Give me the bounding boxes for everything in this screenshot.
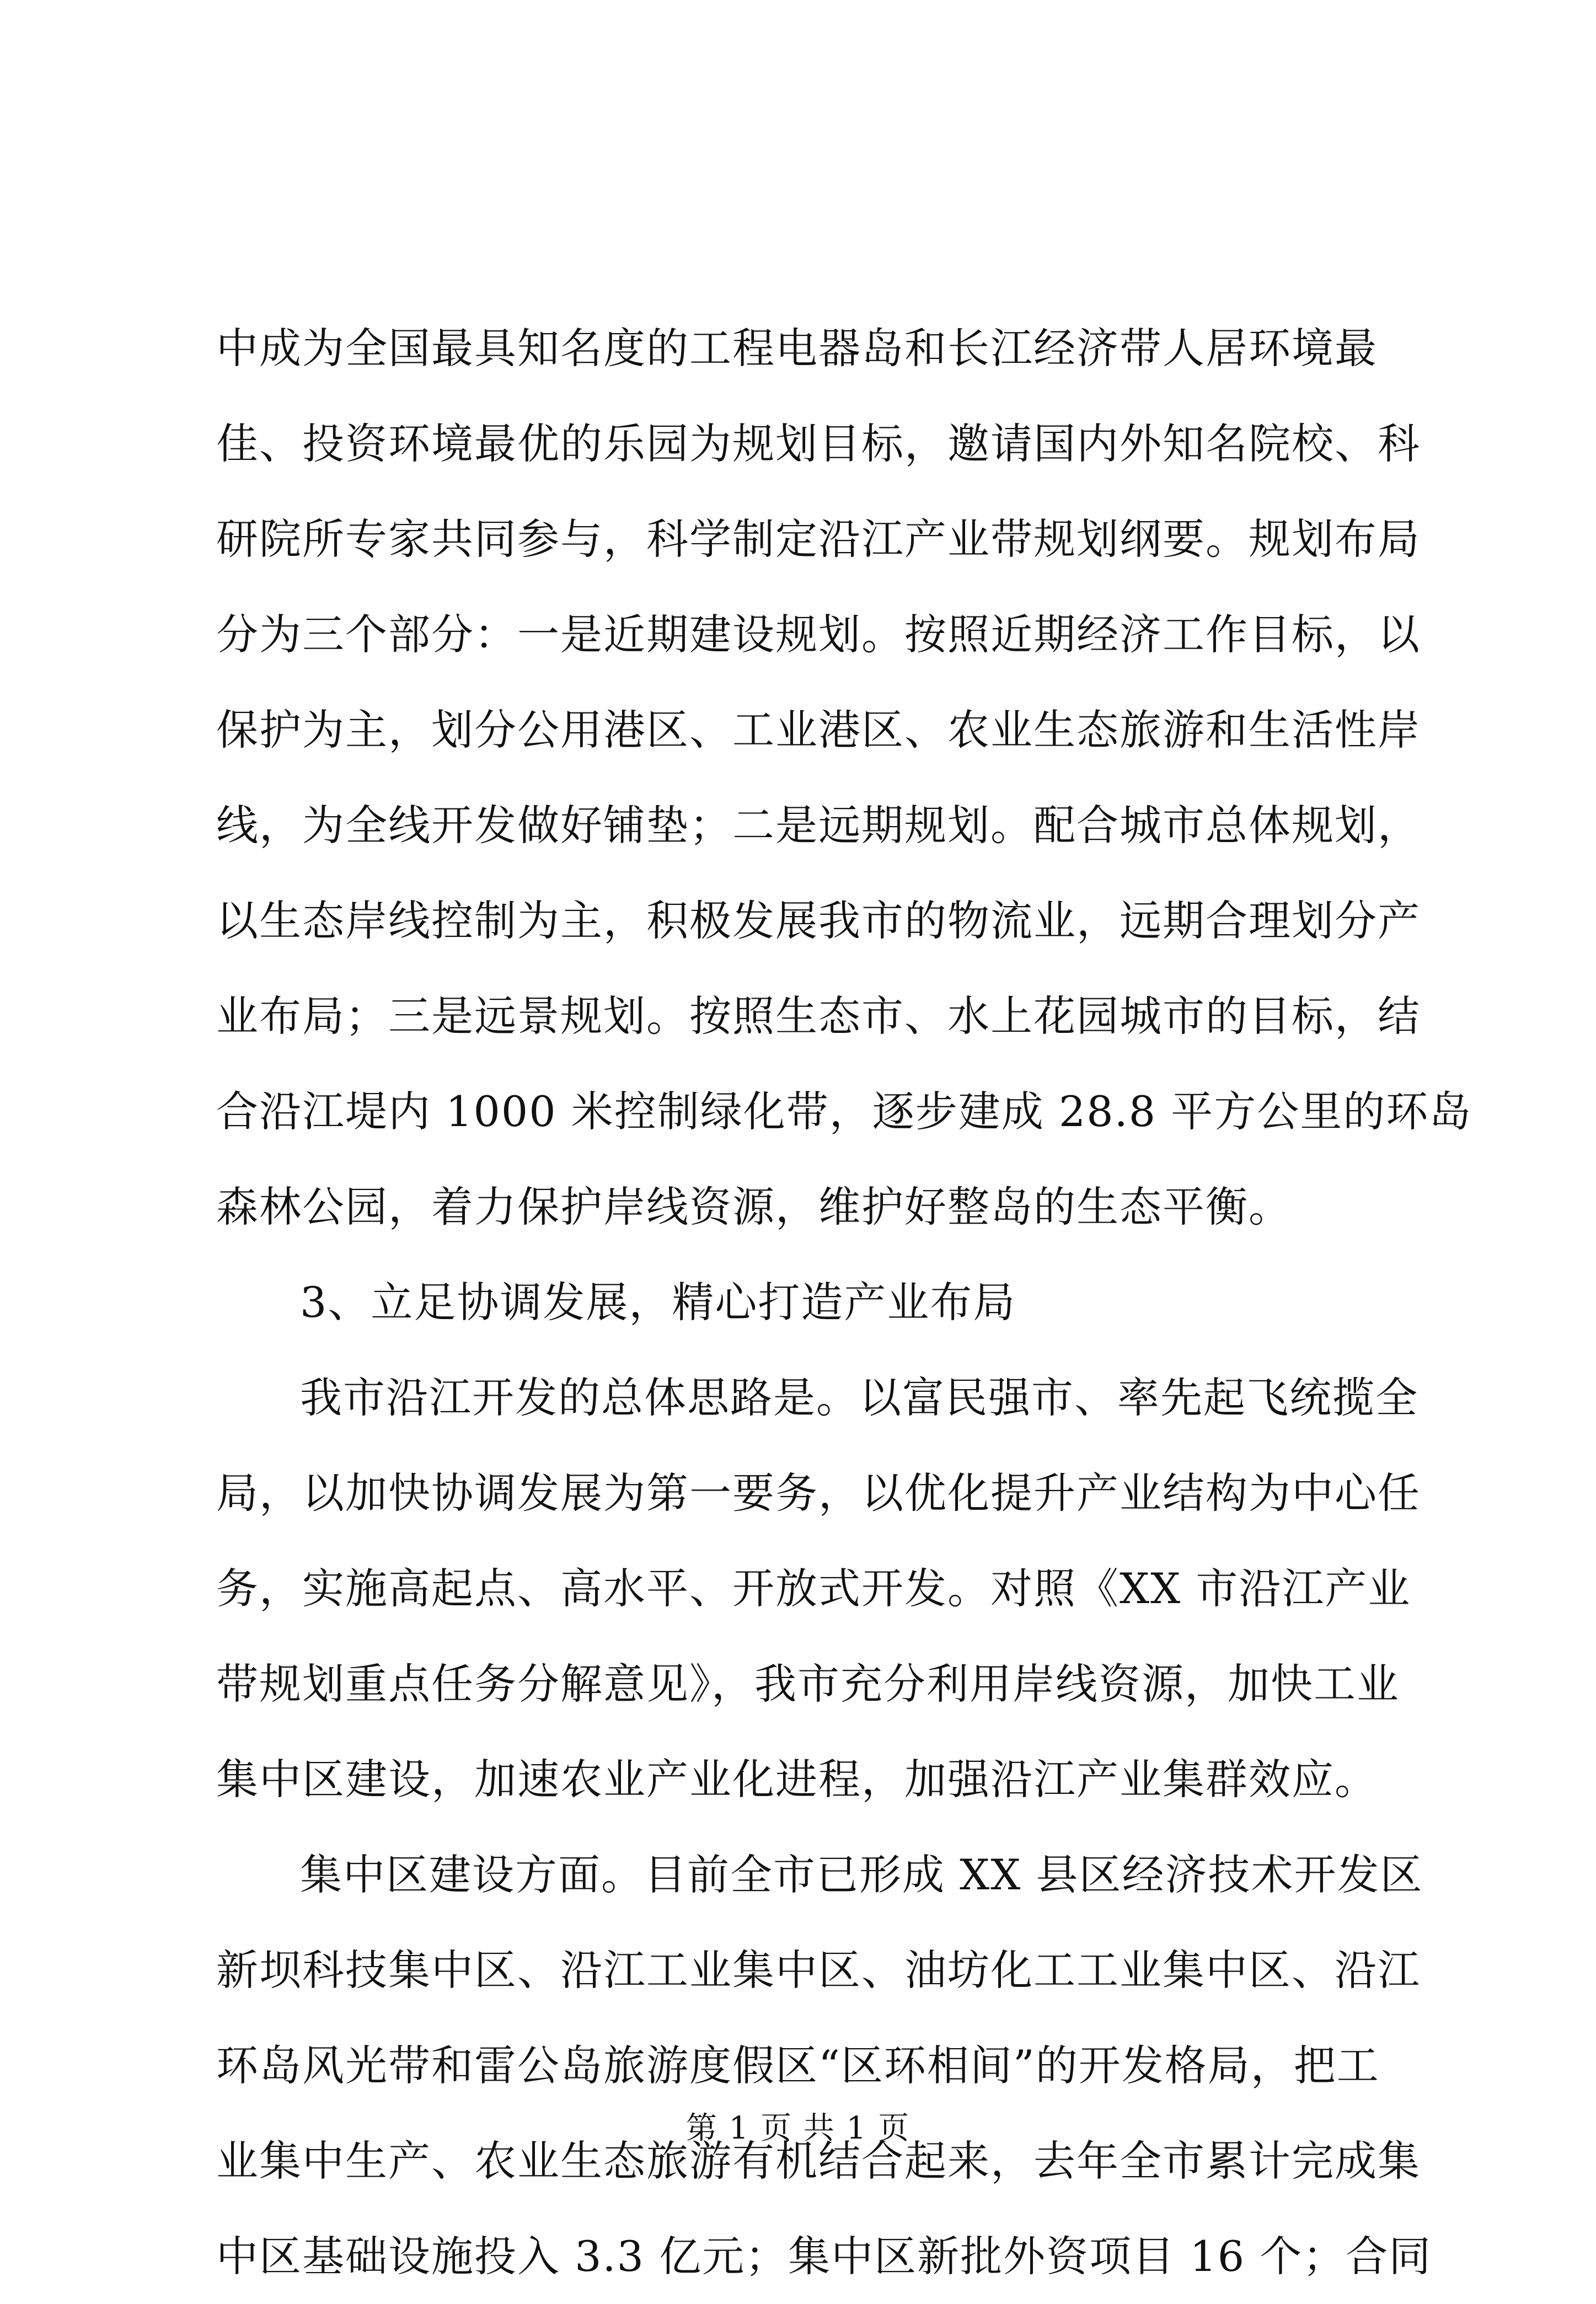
text-line: 业集中生产、农业生态旅游有机结合起来，去年全市累计完成集 (216, 2136, 1421, 2185)
document-body (216, 301, 1472, 2304)
text-line: 佳、投资环境最优的乐园为规划目标，邀请国内外知名院校、科 (216, 419, 1421, 468)
text-line: 线，为全线开发做好铺垫；二是远期规划。配合城市总体规划， (216, 801, 1421, 850)
page-footer: 第 1 页 共 1 页 (685, 2110, 911, 2146)
text-line: 合沿江堤内 1000 米控制绿化带，逐步建成 28.8 平方公里的环岛 (216, 1087, 1472, 1136)
paragraph-first-line: 集中区建设方面。目前全市已形成 XX 县区经济技术开发区 (300, 1850, 1423, 1899)
text-line: 集中区建设，加速农业产业化进程，加强沿江产业集群效应。 (216, 1755, 1378, 1804)
paragraph-first-line: 我市沿江开发的总体思路是。以富民强市、率先起飞统揽全 (300, 1373, 1418, 1422)
text-line: 分为三个部分：一是近期建设规划。按照近期经济工作目标，以 (216, 610, 1421, 659)
text-line: 中成为全国最具知名度的工程电器岛和长江经济带人居环境最 (216, 324, 1378, 373)
text-line: 森林公园，着力保护岸线资源，维护好整岛的生态平衡。 (216, 1182, 1292, 1231)
text-line: 带规划重点任务分解意见》，我市充分利用岸线资源，加快工业 (216, 1659, 1400, 1708)
text-line: 以生态岸线控制为主，积极发展我市的物流业，远期合理划分产 (216, 896, 1421, 945)
text-line: 保护为主，划分公用港区、工业港区、农业生态旅游和生活性岸 (216, 705, 1421, 754)
text-line: 务，实施高起点、高水平、开放式开发。对照《XX 市沿江产业 (216, 1564, 1411, 1613)
paragraph-first-line: 3、立足协调发展，精心打造产业布局 (300, 1278, 1016, 1327)
text-line: 局，以加快协调发展为第一要务，以优化提升产业结构为中心任 (216, 1469, 1421, 1518)
text-line: 新坝科技集中区、沿江工业集中区、油坊化工工业集中区、沿江 (216, 1946, 1421, 1995)
text-line: 环岛风光带和雷公岛旅游度假区“区环相间”的开发格局，把工 (216, 2041, 1380, 2090)
text-line: 研院所专家共同参与，科学制定沿江产业带规划纲要。规划布局 (216, 515, 1421, 564)
text-line: 中区基础设施投入 3.3 亿元；集中区新批外资项目 16 个；合同 (216, 2232, 1432, 2281)
text-line: 业布局；三是远景规划。按照生态市、水上花园城市的目标，结 (216, 992, 1421, 1041)
